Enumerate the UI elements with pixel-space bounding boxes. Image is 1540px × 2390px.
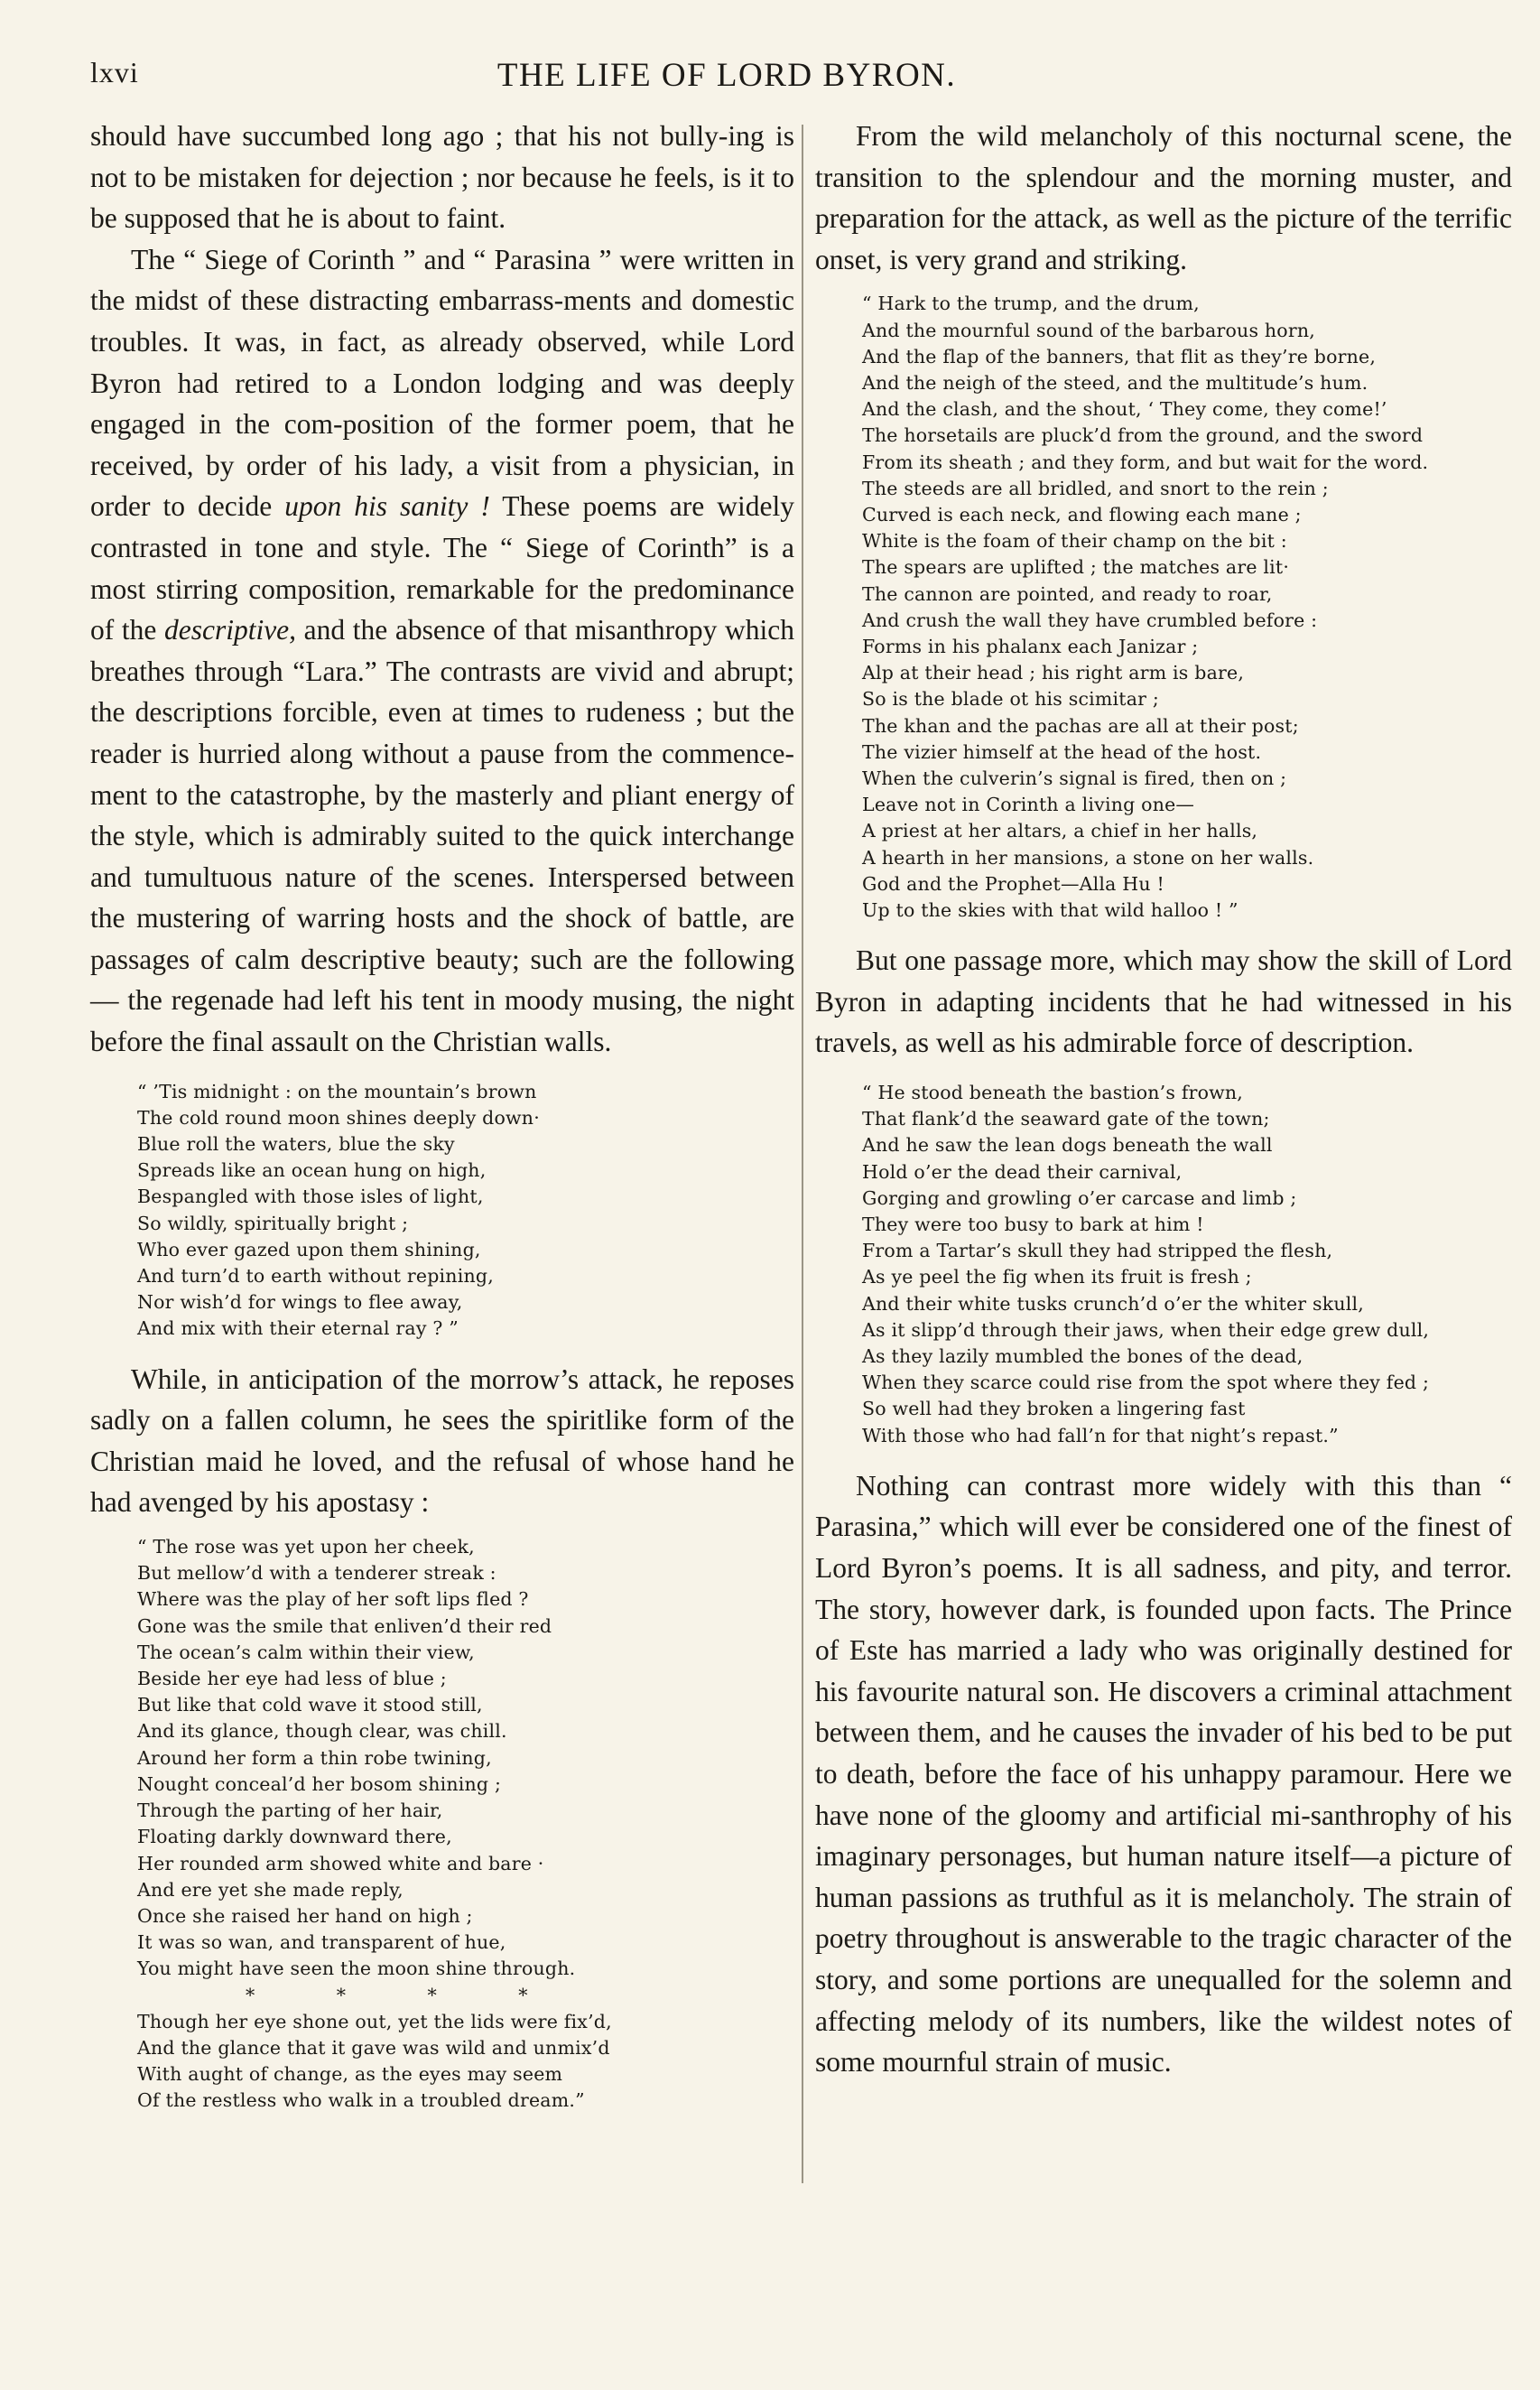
verse-line: Hold o’er the dead their carnival, <box>862 1160 1183 1183</box>
verse-line: So is the blade ot his scimitar ; <box>862 688 1159 711</box>
right-paragraph-1: From the wild melancholy of this nocturnal scene, the transition to the splendour and the morning muster, and preparation for the attack, as well as the picture of the terrific onset, is very grand and striking. <box>815 120 1512 275</box>
verse-line: So wildly, spiritually bright ; <box>137 1212 409 1234</box>
verse-line: Nor wish’d for wings to flee away, <box>137 1291 463 1314</box>
verse-line: Though her eye shone out, yet the lids were fix’d, <box>137 2010 612 2032</box>
verse-line: The khan and the pachas are all at their post; <box>862 714 1299 737</box>
verse-line: Of the restless who walk in a troubled dream.” <box>137 2089 585 2112</box>
verse-line: The cold round moon shines deeply down· <box>137 1106 540 1129</box>
verse-line: Alp at their head ; his right arm is bare, <box>862 662 1245 684</box>
verse-line: The steeds are all bridled, and snort to the rein ; <box>862 477 1329 499</box>
verse-line: And he saw the lean dogs beneath the wall <box>862 1134 1273 1157</box>
verse-line: Who ever gazed upon them shining, <box>137 1238 481 1260</box>
left-paragraph-1: should have succumbed long ago ; that his not bully-ing is not to be mistaken for dejection ; nor because he feels, is it to be supposed that he is about to faint. <box>90 120 794 235</box>
verse-stars: * * * * <box>246 1984 566 2006</box>
verse-line: And the clash, and the shout, ‘ They come, they come!’ <box>862 398 1387 421</box>
verse-line: White is the foam of their champ on the bit : <box>862 530 1287 553</box>
verse-rose <box>90 1534 794 2114</box>
verse-line: God and the Prophet—Alla Hu ! <box>862 872 1164 895</box>
verse-line: But like that cold wave it stood still, <box>137 1694 483 1716</box>
verse-line: “ The rose was yet upon her cheek, <box>137 1536 475 1558</box>
left-column <box>90 116 794 2115</box>
verse-line: When the culverin’s signal is fired, then on ; <box>862 767 1287 790</box>
verse-line: But mellow’d with a tenderer streak : <box>137 1562 496 1585</box>
verse-bastion <box>815 1080 1512 1449</box>
verse-line: And crush the wall they have crumbled before : <box>862 609 1318 631</box>
running-title: THE LIFE OF LORD BYRON. <box>496 57 957 94</box>
verse-line: Once she raised her hand on high ; <box>137 1904 473 1927</box>
verse-line: From its sheath ; and they form, and but wait for the word. <box>862 451 1429 473</box>
verse-line: That flank’d the seaward gate of the town; <box>862 1108 1270 1130</box>
verse-line: And the mournful sound of the barbarous horn, <box>862 319 1315 341</box>
verse-line: As it slipp’d through their jaws, when their edge grew dull, <box>862 1318 1430 1341</box>
verse-line: As ye peel the fig when its fruit is fresh ; <box>862 1266 1252 1288</box>
verse-line: You might have seen the moon shine through. <box>137 1958 576 1980</box>
verse-line: From a Tartar’s skull they had stripped the flesh, <box>862 1240 1333 1262</box>
page-header <box>90 56 1508 96</box>
verse-line: “ ’Tis midnight : on the mountain’s brown <box>137 1080 537 1102</box>
right-paragraph-3: Nothing can contrast more widely with this than “ Parasina,” which will ever be considered one of the finest of Lord Byron’s poems. It is all sadness, and pity, and terror. The story, however dark, is founded upon facts. The Prince of Este has married a lady who was originally destined for his favourite natural son. He discovers a criminal attachment between them, and he causes the invader of his bed to be put to death, before the face of his unhappy paramour. Here we have none of the gloomy and artificial mi-santhrophy of his imaginary personages, but human nature itself—a picture of human passions as truthful as it is melancholy. The strain of poetry throughout is answerable to the tragic character of the story, and some portions are unequalled for the solemn and affecting melody of its numbers, like the wildest notes of some mournful strain of music. <box>815 1469 1512 2078</box>
verse-line: Up to the skies with that wild halloo ! ” <box>862 899 1238 922</box>
verse-line: Leave not in Corinth a living one— <box>862 794 1195 816</box>
verse-hark <box>815 291 1512 924</box>
verse-line: Curved is each neck, and flowing each mane ; <box>862 504 1302 525</box>
verse-line: Gorging and growling o’er carcase and limb ; <box>862 1186 1297 1209</box>
verse-line: Her rounded arm showed white and bare · <box>137 1852 544 1874</box>
verse-line: Floating darkly downward there, <box>137 1826 452 1848</box>
verse-line: They were too busy to bark at him ! <box>862 1214 1204 1236</box>
verse-line: As they lazily mumbled the bones of the dead, <box>862 1345 1303 1368</box>
right-paragraph-2: But one passage more, which may show the skill of Lord Byron in adapting incidents that he had witnessed in his travels, as well as his admirable force of description. <box>815 944 1512 1059</box>
verse-line: Nought conceal’d her bosom shining ; <box>137 1772 502 1795</box>
verse-line: Spreads like an ocean hung on high, <box>137 1159 487 1182</box>
verse-line: And the neigh of the steed, and the multitude’s hum. <box>862 371 1368 394</box>
verse-line: Through the parting of her hair, <box>137 1799 443 1822</box>
verse-line: A priest at her altars, a chief in her halls, <box>862 820 1258 842</box>
verse-line: When they scarce could rise from the spot where they fed ; <box>862 1372 1430 1394</box>
emphasis-sanity: upon his sanity ! <box>284 490 490 523</box>
left-paragraph-3: While, in anticipation of the morrow’s attack, he reposes sadly on a fallen column, he sees the spiritlike form of the Christian maid he loved, and the refusal of whose hand he had avenged by his apostasy : <box>90 1362 794 1519</box>
verse-line: “ Hark to the trump, and the drum, <box>862 293 1200 315</box>
verse-line: Forms in his phalanx each Janizar ; <box>862 636 1199 658</box>
verse-line: The ocean’s calm within their view, <box>137 1641 475 1663</box>
emphasis-descriptive: descriptive, <box>163 614 297 646</box>
verse-line: And mix with their eternal ray ? ” <box>137 1317 459 1340</box>
left-paragraph-2: The “ Siege of Corinth ” and “ Parasina ” were written in the midst of these distracting embarrass-ments and domestic troubles. It was, in fact, as already observed, while Lord Byron had retired to a London lodging and was deeply engaged in the com-position of the former poem, that he received, by order of his lady, a visit from a physician, in order to decide upon his sanity ! These poems are widely contrasted in tone and style. The “ Siege of Corinth” is a most stirring composition, remarkable for the predominance of the descriptive, and the absence of that misanthropy which breathes through “Lara.” The contrasts are vivid and abrupt; the descriptions forcible, even at times to rudeness ; but the reader is hurried along without a pause from the commence-ment to the catastrophe, by the masterly and pliant energy of the style, which is admirably suited to the quick interchange and tumultuous nature of the scenes. Interspersed between the mustering of warring hosts and the shock of battle, are passages of calm descriptive beauty; such are the following — the regenade had left his tent in moody musing, the night before the final assault on the Christian walls. <box>90 243 794 1058</box>
verse-line: The cannon are pointed, and ready to roar, <box>862 582 1273 605</box>
verse-line: The spears are uplifted ; the matches are lit· <box>862 556 1290 579</box>
verse-line: So well had they broken a lingering fast <box>862 1398 1246 1420</box>
verse-line: Gone was the smile that enliven’d their red <box>137 1614 552 1637</box>
verse-line: Blue roll the waters, blue the sky <box>137 1133 455 1156</box>
verse-line: And ere yet she made reply, <box>137 1878 404 1901</box>
verse-midnight <box>90 1079 794 1343</box>
verse-line: Beside her eye had less of blue ; <box>137 1668 447 1690</box>
verse-line: Where was the play of her soft lips fled ? <box>137 1588 529 1611</box>
right-column <box>815 116 1512 2083</box>
verse-line: And the glance that it gave was wild and unmix’d <box>137 2036 610 2059</box>
verse-line: “ He stood beneath the bastion’s frown, <box>862 1082 1244 1104</box>
verse-line: Around her form a thin robe twining, <box>137 1746 492 1769</box>
page-number: lxvi <box>90 56 139 88</box>
verse-line: With aught of change, as the eyes may seem <box>137 2063 563 2086</box>
verse-line: And their white tusks crunch’d o’er the whiter skull, <box>862 1292 1364 1315</box>
verse-line: And turn’d to earth without repining, <box>137 1265 494 1288</box>
verse-line: With those who had fall’n for that night’s repast.” <box>862 1424 1339 1446</box>
verse-line: The horsetails are pluck’d from the ground, and the sword <box>862 424 1424 447</box>
verse-line: Bespangled with those isles of light, <box>137 1186 484 1208</box>
verse-line: A hearth in her mansions, a stone on her walls. <box>862 846 1314 869</box>
verse-line: And the flap of the banners, that flit as they’re borne, <box>862 345 1377 367</box>
verse-line: And its glance, though clear, was chill. <box>137 1720 507 1743</box>
column-divider <box>802 125 803 2183</box>
verse-line: The vizier himself at the head of the host. <box>862 740 1262 763</box>
verse-line: It was so wan, and transparent of hue, <box>137 1931 506 1954</box>
